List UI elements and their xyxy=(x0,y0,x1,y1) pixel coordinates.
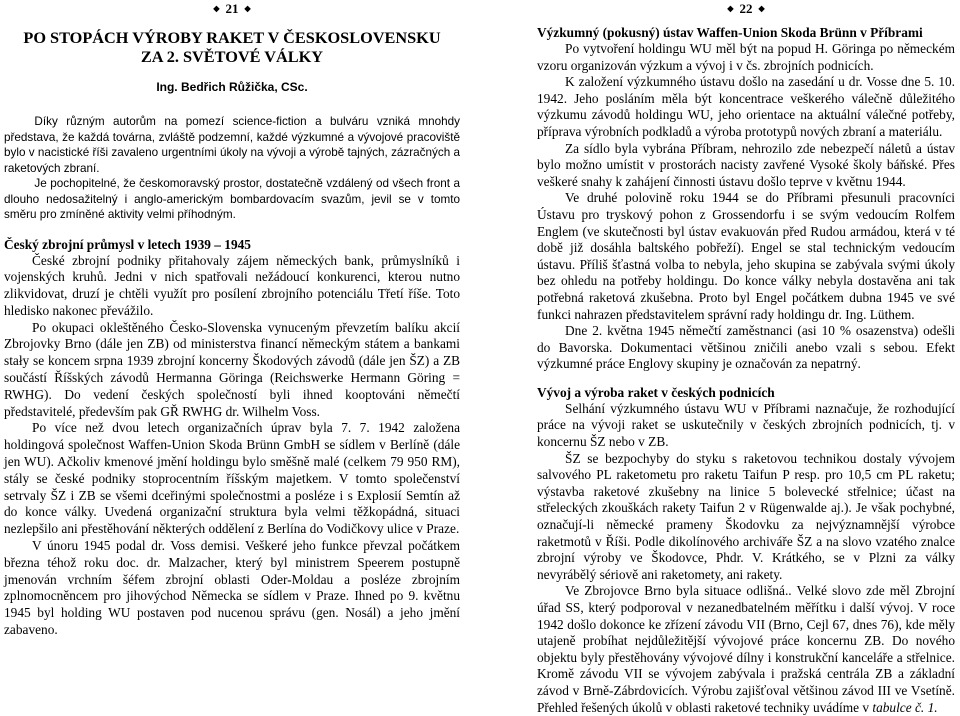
paragraph: Ve druhé polovině roku 1944 se do Příbrami přesunuli pracovníci Ústavu pro tryskový pohon z Grossendorfu i se svým vedoucím Rolfem Englem (ve skutečnosti byl ústav evakuován před Rudou armádou, která v té době již dosáhla baltského pobřeží). Engel se stal technickým vedoucím ústavu. Příliš šťastná volba to nebyla, jeho skupina se zabývala svými úkoly bez ohledu na potřeby holdingu. Do konce války nebyla dostavěna ani tak potřebná raketová zkušebna. Proto byl Engel počátkem dubna 1945 ve své funkci nahrazen představitelem správní rady holdingu dr. Ing. Lüthem. xyxy=(537,190,955,322)
paragraph: Selhání výzkumného ústavu WU v Příbrami naznačuje, že rozhodující práce na vývoji raket se uskutečnily v českých zbrojních podnicích, tj. v koncernu ŠZ nebo v ZB. xyxy=(537,400,955,450)
title-line: ZA 2. SVĚTOVÉ VÁLKY xyxy=(140,46,324,66)
paragraph: Po vytvoření holdingu WU měl být na popud H. Göringa po německém vzoru organizován výzkum a vývoj i v čs. zbrojních podnicích. xyxy=(537,41,955,73)
paragraph: Za sídlo byla vybrána Příbram, nehrozilo zde nebezpečí náletů a ústav bylo možno umístit v prostorách nacisty zavřené Vysoké školy báňské. Přes veškeré snahy k zahájení činnosti ústavu došlo teprve v květnu 1944. xyxy=(537,140,955,189)
diamond-ornament-icon: ◆ xyxy=(244,4,251,13)
diamond-ornament-icon: ◆ xyxy=(758,4,765,13)
section-heading: Vývoj a výroba raket v českých podnicích xyxy=(537,384,775,400)
paragraph: V únoru 1945 podal dr. Voss demisi. Veškeré jeho funkce převzal počátkem března téhož roku doc. dr. Malzacher, který byl ministrem Speerem postupně jmenován vrchním šéfem zbrojní oblasti Oder-Moldau a posléze zbrojním zplnomocněncem pro jihovýchod Německa se sídlem v Praze. Ihned po 9. květnu 1945 byl holding WU postaven pod nucenou správu (gen. Nosál) a jeho jmění zabaveno. xyxy=(4,538,460,638)
left-page xyxy=(4,0,460,665)
diamond-ornament-icon: ◆ xyxy=(727,4,734,13)
paragraph: Je pochopitelné, že českomoravský prostor, dostatečně vzdálený od všech front a dlouho nedosažitelný i anglo-americkým bombardovacím svazům, jevil se v tomto směru pro zmíněné aktivity velmi příhodným. xyxy=(4,177,460,221)
paragraph: Po okupaci okleštěného Česko-Slovenska vynuceným převzetím balíku akcií Zbrojovky Brno (dále jen ZB) od ministerstva financí německým státem a bankami stały se koncem srpna 1939 zbrojní koncerny Škodových závodů (dále jen ŠZ) a ZB součástí Říšských závodů Hermanna Göringa (Reichswerke Hermann Göring = RWHG). Do vedení českých společností byli ihned kooptováni němečtí představitelé, především pak GŘ RWHG dr. Wilhelm Voss. xyxy=(4,319,460,419)
paragraph xyxy=(537,583,955,716)
right-page xyxy=(537,0,955,715)
title-line: PO STOPÁCH VÝROBY RAKET V ČESKOSLOVENSKU xyxy=(23,28,441,47)
section-heading: Český zbrojní průmysl v letech 1939 – 1945 xyxy=(4,236,251,252)
paragraph: Po více než dvou letech organizačních úprav byla 7. 7. 1942 založena holdingová společnost Waffen-Union Skoda Brünn GmbH se sídlem v Berlíně (dále jen WU). Ačkoliv kmenové jmění holdingu bylo směšně malé (celkem 79 950 RM), stály se české podniky stoprocentním říšským majetkem. V tomto společenství setrvaly ŠZ i ZB se všemi dceřinými společnostmi a posléze i s Explosií Semtín až do konce války. Uvedená organizační struktura byla velmi těžkopádná, situaci nezlepšilo ani přestěhování některých oddělení z Berlína do Vodičkovy ulice v Praze. xyxy=(4,420,460,537)
table-reference: tabulce č. 1. xyxy=(872,699,938,715)
paragraph: Díky různým autorům na pomezí science-fiction a bulváru vzniká mnohdy představa, že každá továrna, zvláště podzemní, každé výzkumné a vývojové pracoviště bylo v nacistické říši zavaleno urgentními úkoly na vývoji a výrobě tajných, zázračných a raketových zbraní. xyxy=(4,115,460,175)
paragraph: K založení výzkumného ústavu došlo na zasedání u dr. Vosse dne 5. 10. 1942. Jeho posláním měla být koncentrace veškerého válečně důležitého výzkumu závodů holdingu WU, jeho orientace na aktuální válečné potřeby, příprava výrobních podkladů a výroba prototypů nových zbraní a materiálu. xyxy=(537,74,955,139)
paragraph: Dne 2. května 1945 němečtí zaměstnanci (asi 10 % osazenstva) odešli do Bavorska. Dokumentaci většinou zničili anebo vzali s sebou. Efekt výzkumné práce Englovy skupiny je označován za nepatrný. xyxy=(537,323,955,372)
page-number: ◆ 21 ◆ xyxy=(213,1,251,16)
author: Ing. Bedřich Růžička, CSc. xyxy=(156,80,308,94)
section-heading: Výzkumný (pokusný) ústav Waffen-Union Skoda Brünn v Příbrami xyxy=(537,25,923,40)
diamond-ornament-icon: ◆ xyxy=(213,4,220,13)
paragraph: České zbrojní podniky přitahovaly zájem německých bank, průmyslníků i vojenských kruhů. Jedni v nich spatřovali nežádoucí konkurenci, kterou nutno zlikvidovat, druzí je chtěli využít pro posílení zbrojního potenciálu Třetí říše. Toto hledisko nakonec převážilo. xyxy=(4,252,460,318)
article-title xyxy=(4,29,460,66)
page-number: ◆ 22 ◆ xyxy=(727,1,765,16)
paragraph: ŠZ se bezpochyby do styku s raketovou technikou dostaly vývojem salvového PL raketometu pro raketu Taifun P resp. pro 10,5 cm PL raketu; výstavba raketové zkušebny na linice 5 bolevecké střelnice; účast na střeleckých zkouškách rakety Taifun 2 v Rügenwalde aj.). Je však pochybné, označují-li německé prameny Škodovku za nejvýznamnější výrobce raketmotů v Říši. Podle dikolínového archiváře ŠZ a na slovo vzatého znalce zbrojní výroby ve Škodovce, Phdr. V. Krátkého, se v Plzni za války nevyrábělý sériově ani raketomety, ani rakety. xyxy=(537,450,955,582)
paragraph-text: Ve Zbrojovce Brno byla situace odlišná.. Velké slovo zde měl Zbrojní úřad SS, který podporoval v nezanedbatelném měřítku i další vývoj. V roce 1942 došlo dokonce ke zřízení závodu VII (Brno, Cejl 67, dnes 76), kde měly utajeně probíhat nejdůležitější vývojové práce koncernu ZB. Do nového objektu byly přestěhovány vývojové dílny i konstrukční kanceláře a střelnice. Kromě závodu VII se vývojem zabývala i pražská centrála ZB a základní závod v Brně-Zábrdovicích. Výrobu zajišťoval většinou závod III ve Vsetíně. Přehled řešených úkolů v oblasti raketové techniky uvádíme v xyxy=(537,583,955,715)
